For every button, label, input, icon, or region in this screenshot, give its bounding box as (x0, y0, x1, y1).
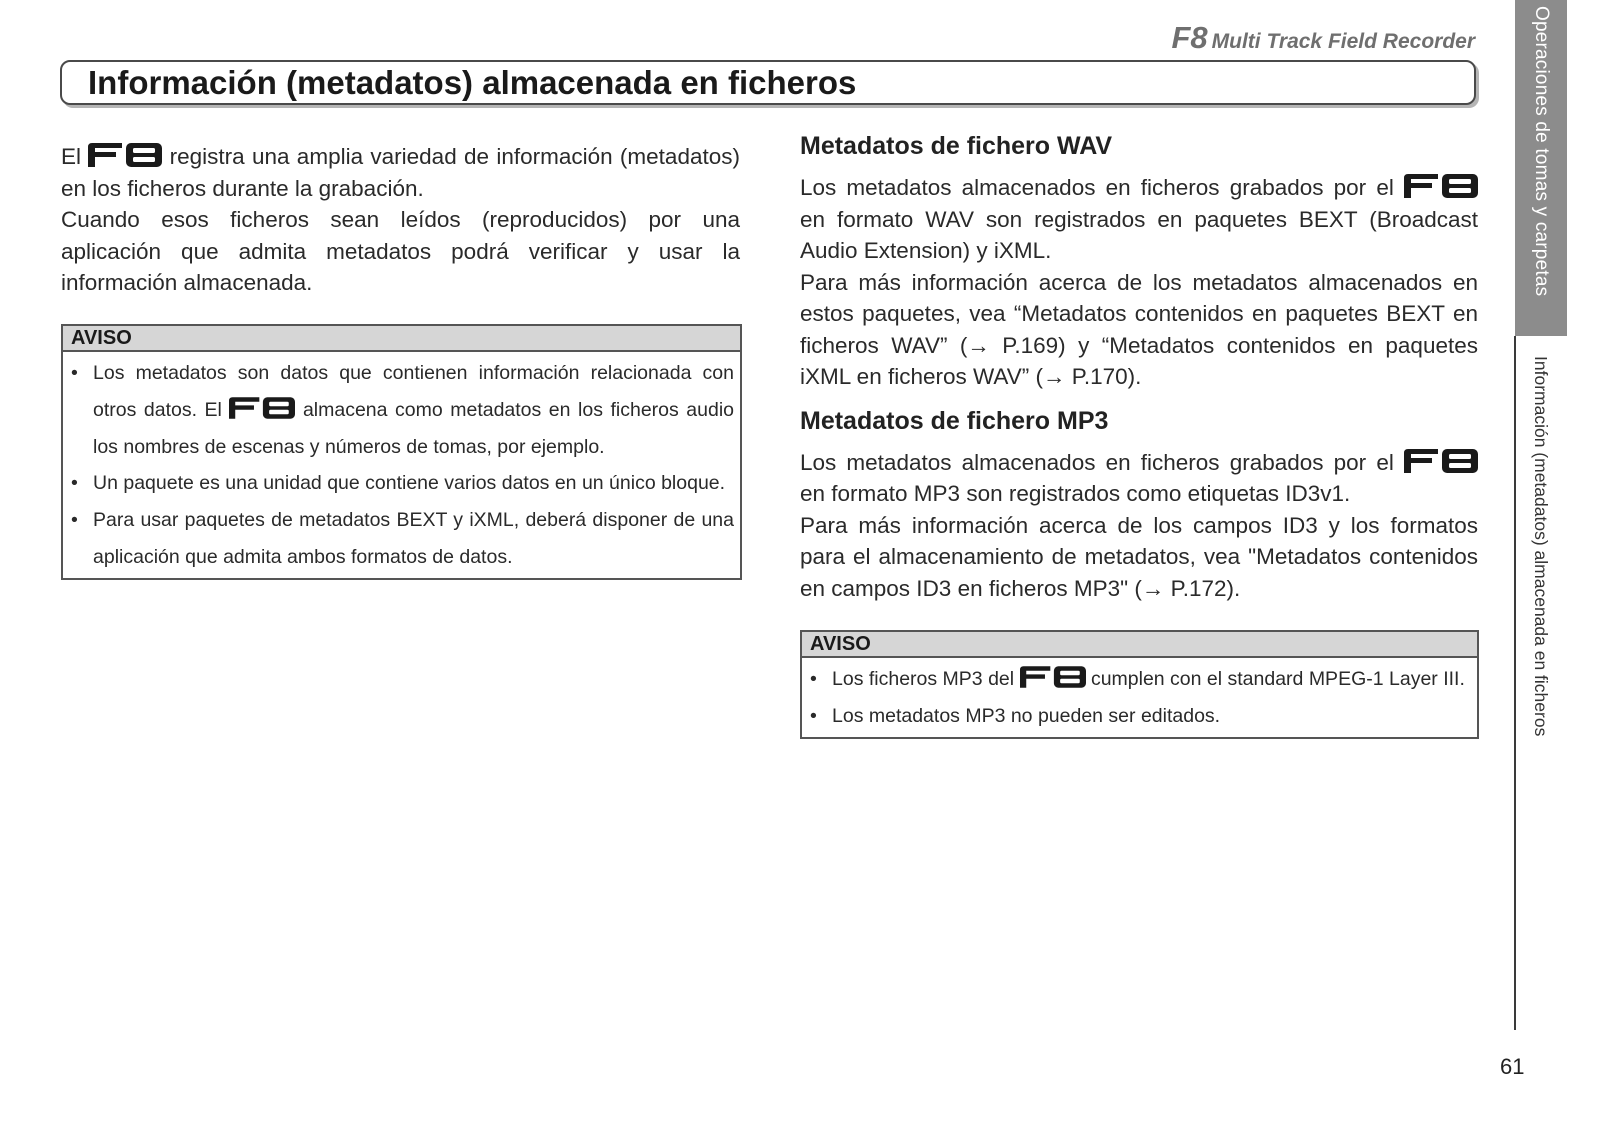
aviso-item-text: cumplen con el standard MPEG-1 Layer III. (1090, 668, 1465, 690)
chapter-tab[interactable] (1515, 0, 1567, 336)
aviso-list-right (802, 658, 1477, 737)
f8-logo-icon (88, 143, 162, 167)
page-title-box (60, 60, 1476, 105)
aviso-box-right (800, 630, 1479, 739)
mp3-text-after-logo: en formato MP3 son registrados como etiquetas ID3v1. (800, 481, 1351, 506)
wav-paragraph-1 (800, 172, 1478, 267)
wav-text-before-logo: Los metadatos almacenados en ficheros grabados por el (800, 175, 1394, 200)
aviso-header-right: AVISO (802, 632, 1477, 658)
aviso-list-left (63, 352, 740, 578)
aviso-item: • Los metadatos MP3 no pueden ser editados. (810, 698, 1471, 735)
wav-paragraph-2: Para más información acerca de los metadatos almacenados en estos paquetes, vea “Metadatos contenidos en paquetes BEXT en ficheros WAV” (→ P.169) y “Metadatos contenidos en paquetes iXML en ficheros WAV” (→ P.170). (800, 269, 1478, 389)
wav-text-after-logo: en formato WAV son registrados en paquetes BEXT (Broadcast Audio Extension) y iXML. (800, 206, 1478, 263)
page-number: 61 (1500, 1054, 1525, 1079)
f8-logo-icon (1404, 449, 1478, 473)
header-product-subtitle: Multi Track Field Recorder (1211, 30, 1475, 53)
intro-paragraph-2: Cuando esos ficheros sean leídos (reproducidos) por una aplicación que admita metadatos podrá verificar y usar la información almacenada. (61, 207, 740, 295)
right-column (800, 128, 1478, 604)
f8-logo-icon (1020, 666, 1086, 688)
aviso-item-text: almacena como metadatos en los ficheros audio los nombres de escenas y números de tomas, por ejemplo. (93, 398, 734, 458)
f8-logo-icon (1404, 174, 1478, 198)
aviso-item (71, 355, 734, 465)
intro-text-before-logo: El (61, 144, 82, 169)
page-title: Información (metadatos) almacenada en ficheros (88, 64, 857, 101)
header-product-model: F8 (1171, 20, 1208, 55)
intro-paragraph-1 (61, 141, 740, 204)
intro-text-after-logo: registra una amplia variedad de información (metadatos) en los ficheros durante la grabación. (61, 144, 740, 201)
aviso-item (810, 661, 1471, 698)
aviso-item: • Un paquete es una unidad que contiene varios datos en un único bloque. (71, 465, 734, 502)
aviso-item: • Para usar paquetes de metadatos BEXT y iXML, deberá disponer de una aplicación que admita ambos formatos de datos. (71, 502, 734, 576)
mp3-text-before-logo: Los metadatos almacenados en ficheros grabados por el (800, 449, 1394, 475)
mp3-heading: Metadatos de fichero MP3 (800, 406, 1109, 435)
wav-heading: Metadatos de fichero WAV (800, 132, 1113, 160)
aviso-item-text: Los metadatos son datos que contienen información relacionada con otros datos. El (93, 362, 734, 421)
aviso-header-left: AVISO (63, 326, 740, 352)
mp3-paragraph-1 (800, 447, 1478, 510)
aviso-item-text: Los ficheros MP3 del (832, 668, 1015, 690)
left-column (61, 141, 740, 299)
side-divider (1514, 336, 1516, 1030)
f8-logo-icon (229, 397, 295, 419)
header-product (1171, 20, 1475, 56)
mp3-paragraph-2: Para más información acerca de los campos ID3 y los formatos para el almacenamiento de metadatos, vea "Metadatos contenidos en campos ID3 en ficheros MP3" (→ P.172). (800, 512, 1478, 601)
aviso-box-left (61, 324, 742, 580)
side-section-label: Información (metadatos) almacenada en ficheros (1531, 356, 1551, 737)
chapter-tab-label: Operaciones de tomas y carpetas (1531, 6, 1552, 297)
